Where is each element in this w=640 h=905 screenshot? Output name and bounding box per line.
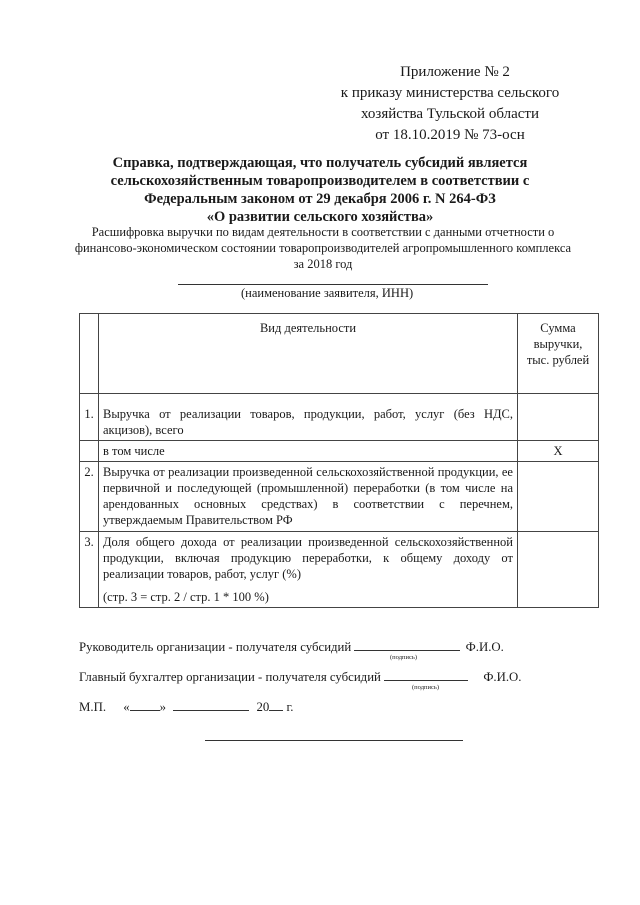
appendix-number: Приложение № 2 bbox=[400, 64, 510, 80]
row-text-cell bbox=[99, 532, 518, 608]
year-line[interactable] bbox=[269, 698, 283, 711]
year-prefix: 20 bbox=[256, 700, 270, 714]
row-sum[interactable] bbox=[518, 532, 599, 608]
quote-close: » bbox=[159, 700, 167, 714]
row-number: 3. bbox=[80, 532, 99, 608]
title-line: Федеральным законом от 29 декабря 2006 г. N 264-ФЗ bbox=[144, 191, 496, 207]
applicant-caption: (наименование заявителя, ИНН) bbox=[241, 286, 414, 300]
stamp-date-row bbox=[79, 698, 293, 715]
appendix-date-line: от 18.10.2019 № 73-осн bbox=[375, 127, 525, 143]
header-sum bbox=[518, 314, 599, 394]
title-line: сельскохозяйственным товаропроизводителем в соответствии с bbox=[110, 173, 530, 189]
header-sum-line: тыс. рублей bbox=[526, 353, 590, 367]
subtitle-line: финансово-экономическом состоянии товаропроизводителей агропромышленного комплекса bbox=[74, 241, 572, 255]
subtitle-line: за 2018 год bbox=[293, 257, 353, 271]
row-formula: (стр. 3 = стр. 2 / стр. 1 * 100 %) bbox=[103, 590, 269, 604]
head-signature-row bbox=[79, 638, 504, 655]
revenue-table bbox=[79, 313, 599, 608]
applicant-fill-line bbox=[178, 284, 488, 285]
document-title bbox=[60, 154, 580, 226]
appendix-ministry-line: хозяйства Тульской области bbox=[361, 106, 539, 122]
header-sum-line: выручки, bbox=[533, 337, 583, 351]
accountant-fio: Ф.И.О. bbox=[483, 670, 522, 684]
row-text: Выручка от реализации товаров, продукции, работ, услуг (без НДС, акцизов), всего bbox=[99, 394, 518, 441]
table-header-row bbox=[80, 314, 599, 394]
head-label: Руководитель организации - получателя субсидий bbox=[79, 640, 352, 654]
appendix-block bbox=[330, 62, 570, 146]
table-cell bbox=[80, 314, 99, 394]
subtitle-line: Расшифровка выручки по видам деятельности в соответствии с данными отчетности о bbox=[91, 225, 555, 239]
appendix-order-line: к приказу министерства сельского bbox=[340, 85, 560, 101]
quote-open: « bbox=[123, 700, 130, 714]
accountant-signature-row bbox=[79, 668, 522, 685]
header-sum-line: Сумма bbox=[540, 321, 576, 335]
title-line: Справка, подтверждающая, что получатель субсидий является bbox=[112, 155, 528, 171]
accountant-label: Главный бухгалтер организации - получателя субсидий bbox=[79, 670, 381, 684]
row-sum[interactable] bbox=[518, 394, 599, 441]
document-subtitle bbox=[58, 224, 588, 272]
bottom-divider bbox=[205, 740, 463, 741]
row-text: Доля общего дохода от реализации произведенной сельскохозяйственной продукции, включая продукцию переработки, к общему доходу от реализации товаров, работ, услуг (%) bbox=[103, 535, 513, 581]
stamp-label: М.П. bbox=[79, 700, 107, 714]
head-signature-line[interactable] bbox=[354, 638, 460, 651]
day-line[interactable] bbox=[130, 698, 160, 711]
accountant-signature-line[interactable] bbox=[384, 668, 468, 681]
row-text: в том числе bbox=[99, 441, 518, 462]
row-sum[interactable] bbox=[518, 462, 599, 532]
row-sum: Х bbox=[518, 441, 599, 462]
signature-caption: (подпись) bbox=[390, 654, 417, 661]
row-number: 2. bbox=[80, 462, 99, 532]
head-fio: Ф.И.О. bbox=[465, 640, 504, 654]
row-number bbox=[80, 441, 99, 462]
table-row bbox=[80, 394, 599, 441]
year-suffix: г. bbox=[286, 700, 294, 714]
header-activity: Вид деятельности bbox=[99, 314, 518, 394]
table-row bbox=[80, 462, 599, 532]
signature-caption: (подпись) bbox=[412, 684, 439, 691]
table-row bbox=[80, 441, 599, 462]
title-line: «О развитии сельского хозяйства» bbox=[206, 209, 434, 225]
table-row bbox=[80, 532, 599, 608]
row-number: 1. bbox=[80, 394, 99, 441]
month-line[interactable] bbox=[173, 698, 249, 711]
row-text: Выручка от реализации произведенной сельскохозяйственной продукции, ее первичной и последующей (промышленной) переработки (в том числе на арендованных основных средствах) в соответствии с перечнем, утверждаемым Правительством РФ bbox=[99, 462, 518, 532]
